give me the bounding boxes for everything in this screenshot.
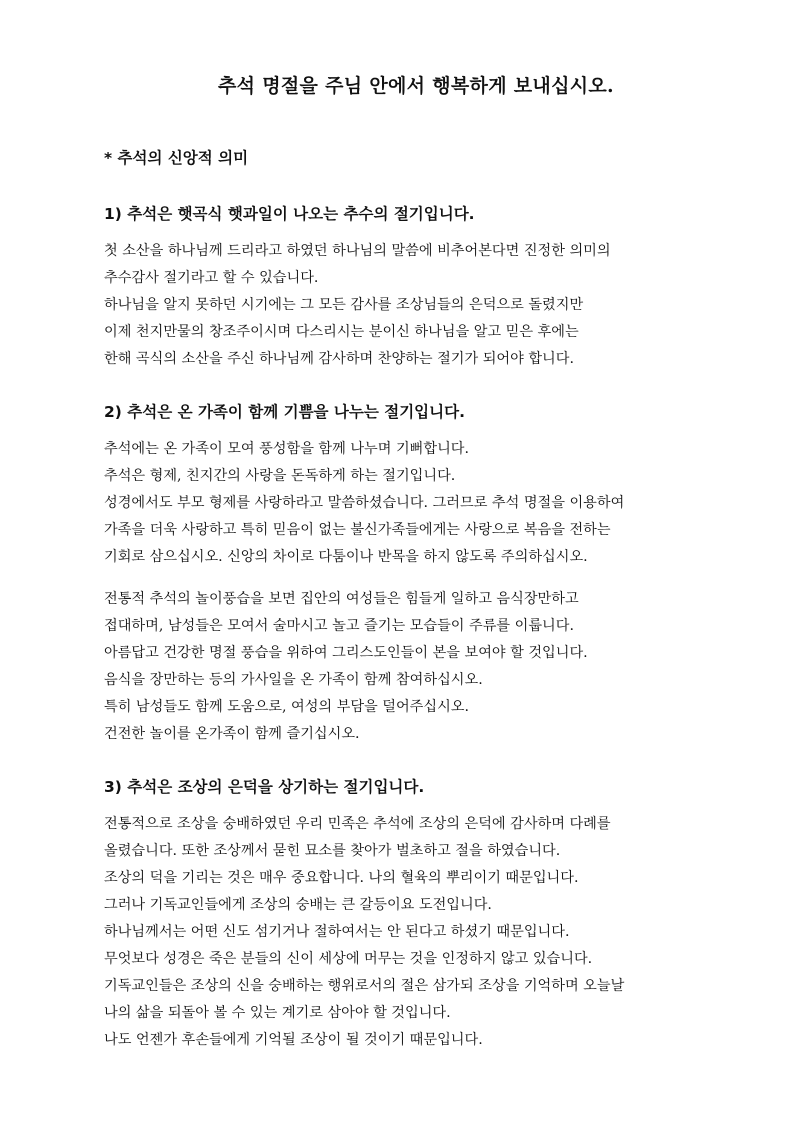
text-line: 기회로 삼으십시오. 신앙의 차이로 다툼이나 반목을 하지 않도록 주의하십시오.	[104, 549, 588, 565]
text-line: 음식을 장만하는 등의 가사일을 온 가족이 함께 참여하십시오.	[104, 672, 483, 688]
text-line: 접대하며, 남성들은 모여서 술마시고 놀고 즐기는 모습들이 주류를 이룹니다.	[104, 618, 574, 634]
text-line: 전통적으로 조상을 숭배하였던 우리 민족은 추석에 조상의 은덕에 감사하며 다례를	[104, 816, 611, 832]
text-line: 전통적 추석의 놀이풍습을 보면 집안의 여성들은 힘들게 일하고 음식장만하고	[104, 591, 579, 607]
text-line: 특히 남성들도 함께 도움으로, 여성의 부담을 덜어주십시오.	[104, 699, 470, 715]
text-line: 추석에는 온 가족이 모여 풍성함을 함께 나누며 기뻐합니다.	[104, 441, 470, 457]
text-line: 아름답고 건강한 명절 풍습을 위하여 그리스도인들이 본을 보여야 할 것입니다.	[104, 645, 588, 661]
text-line: 성경에서도 부모 형제를 사랑하라고 말씀하셨습니다. 그러므로 추석 명절을 이용하여	[104, 495, 625, 511]
section-1	[104, 202, 710, 373]
section-heading: 3) 추석은 조상의 은덕을 상기하는 절기입니다.	[104, 778, 425, 796]
document-title: 추석 명절을 주님 안에서 행복하게 보내십시오.	[218, 75, 614, 97]
text-line: 가족을 더욱 사랑하고 특히 믿음이 없는 불신가족들에게는 사랑으로 복음을 전하는	[104, 522, 611, 538]
text-line: 건전한 놀이를 온가족이 함께 즐기십시오.	[104, 726, 360, 742]
text-line: 나의 삶을 되돌아 볼 수 있는 계기로 삼아야 할 것입니다.	[104, 1005, 451, 1021]
section-2	[104, 400, 710, 748]
text-line: 그러나 기독교인들에게 조상의 숭배는 큰 갈등이요 도전입니다.	[104, 897, 492, 913]
text-line: 하나님을 알지 못하던 시기에는 그 모든 감사를 조상님들의 은덕으로 돌렸지만	[104, 297, 584, 313]
section-3	[104, 775, 710, 1054]
text-line: 기독교인들은 조상의 신을 숭배하는 행위로서의 절은 삼가되 조상을 기억하며 오늘날	[104, 978, 625, 994]
text-line: 이제 천지만물의 창조주이시며 다스리시는 분이신 하나님을 알고 믿은 후에는	[104, 324, 579, 340]
text-line: 추수감사 절기라고 할 수 있습니다.	[104, 270, 319, 286]
text-line: 올렸습니다. 또한 조상께서 묻힌 묘소를 찾아가 벌초하고 절을 하였습니다.	[104, 843, 561, 859]
text-line: 하나님께서는 어떤 신도 섬기거나 절하여서는 안 된다고 하셨기 때문입니다.	[104, 924, 570, 940]
text-line: 조상의 덕을 기리는 것은 매우 중요합니다. 나의 혈육의 뿌리이기 때문입니다.	[104, 870, 579, 886]
section-heading: 1) 추석은 햇곡식 햇과일이 나오는 추수의 절기입니다.	[104, 205, 475, 223]
paragraph	[104, 811, 710, 1054]
paragraph	[104, 436, 710, 571]
text-line: 나도 언젠가 후손들에게 기억될 조상이 될 것이기 때문입니다.	[104, 1032, 483, 1048]
text-line: 무엇보다 성경은 죽은 분들의 신이 세상에 머무는 것을 인정하지 않고 있습니다.	[104, 951, 593, 967]
paragraph	[104, 238, 710, 373]
paragraph	[104, 586, 710, 748]
section-heading: 2) 추석은 온 가족이 함께 기쁨을 나누는 절기입니다.	[104, 403, 465, 421]
text-line: 첫 소산을 하나님께 드리라고 하였던 하나님의 말씀에 비추어본다면 진정한 의미의	[104, 243, 611, 259]
text-line: 한해 곡식의 소산을 주신 하나님께 감사하며 찬양하는 절기가 되어야 합니다.	[104, 351, 574, 367]
text-line: 추석은 형제, 친지간의 사랑을 돈독하게 하는 절기입니다.	[104, 468, 456, 484]
main-heading: * 추석의 신앙적 의미	[104, 149, 249, 167]
